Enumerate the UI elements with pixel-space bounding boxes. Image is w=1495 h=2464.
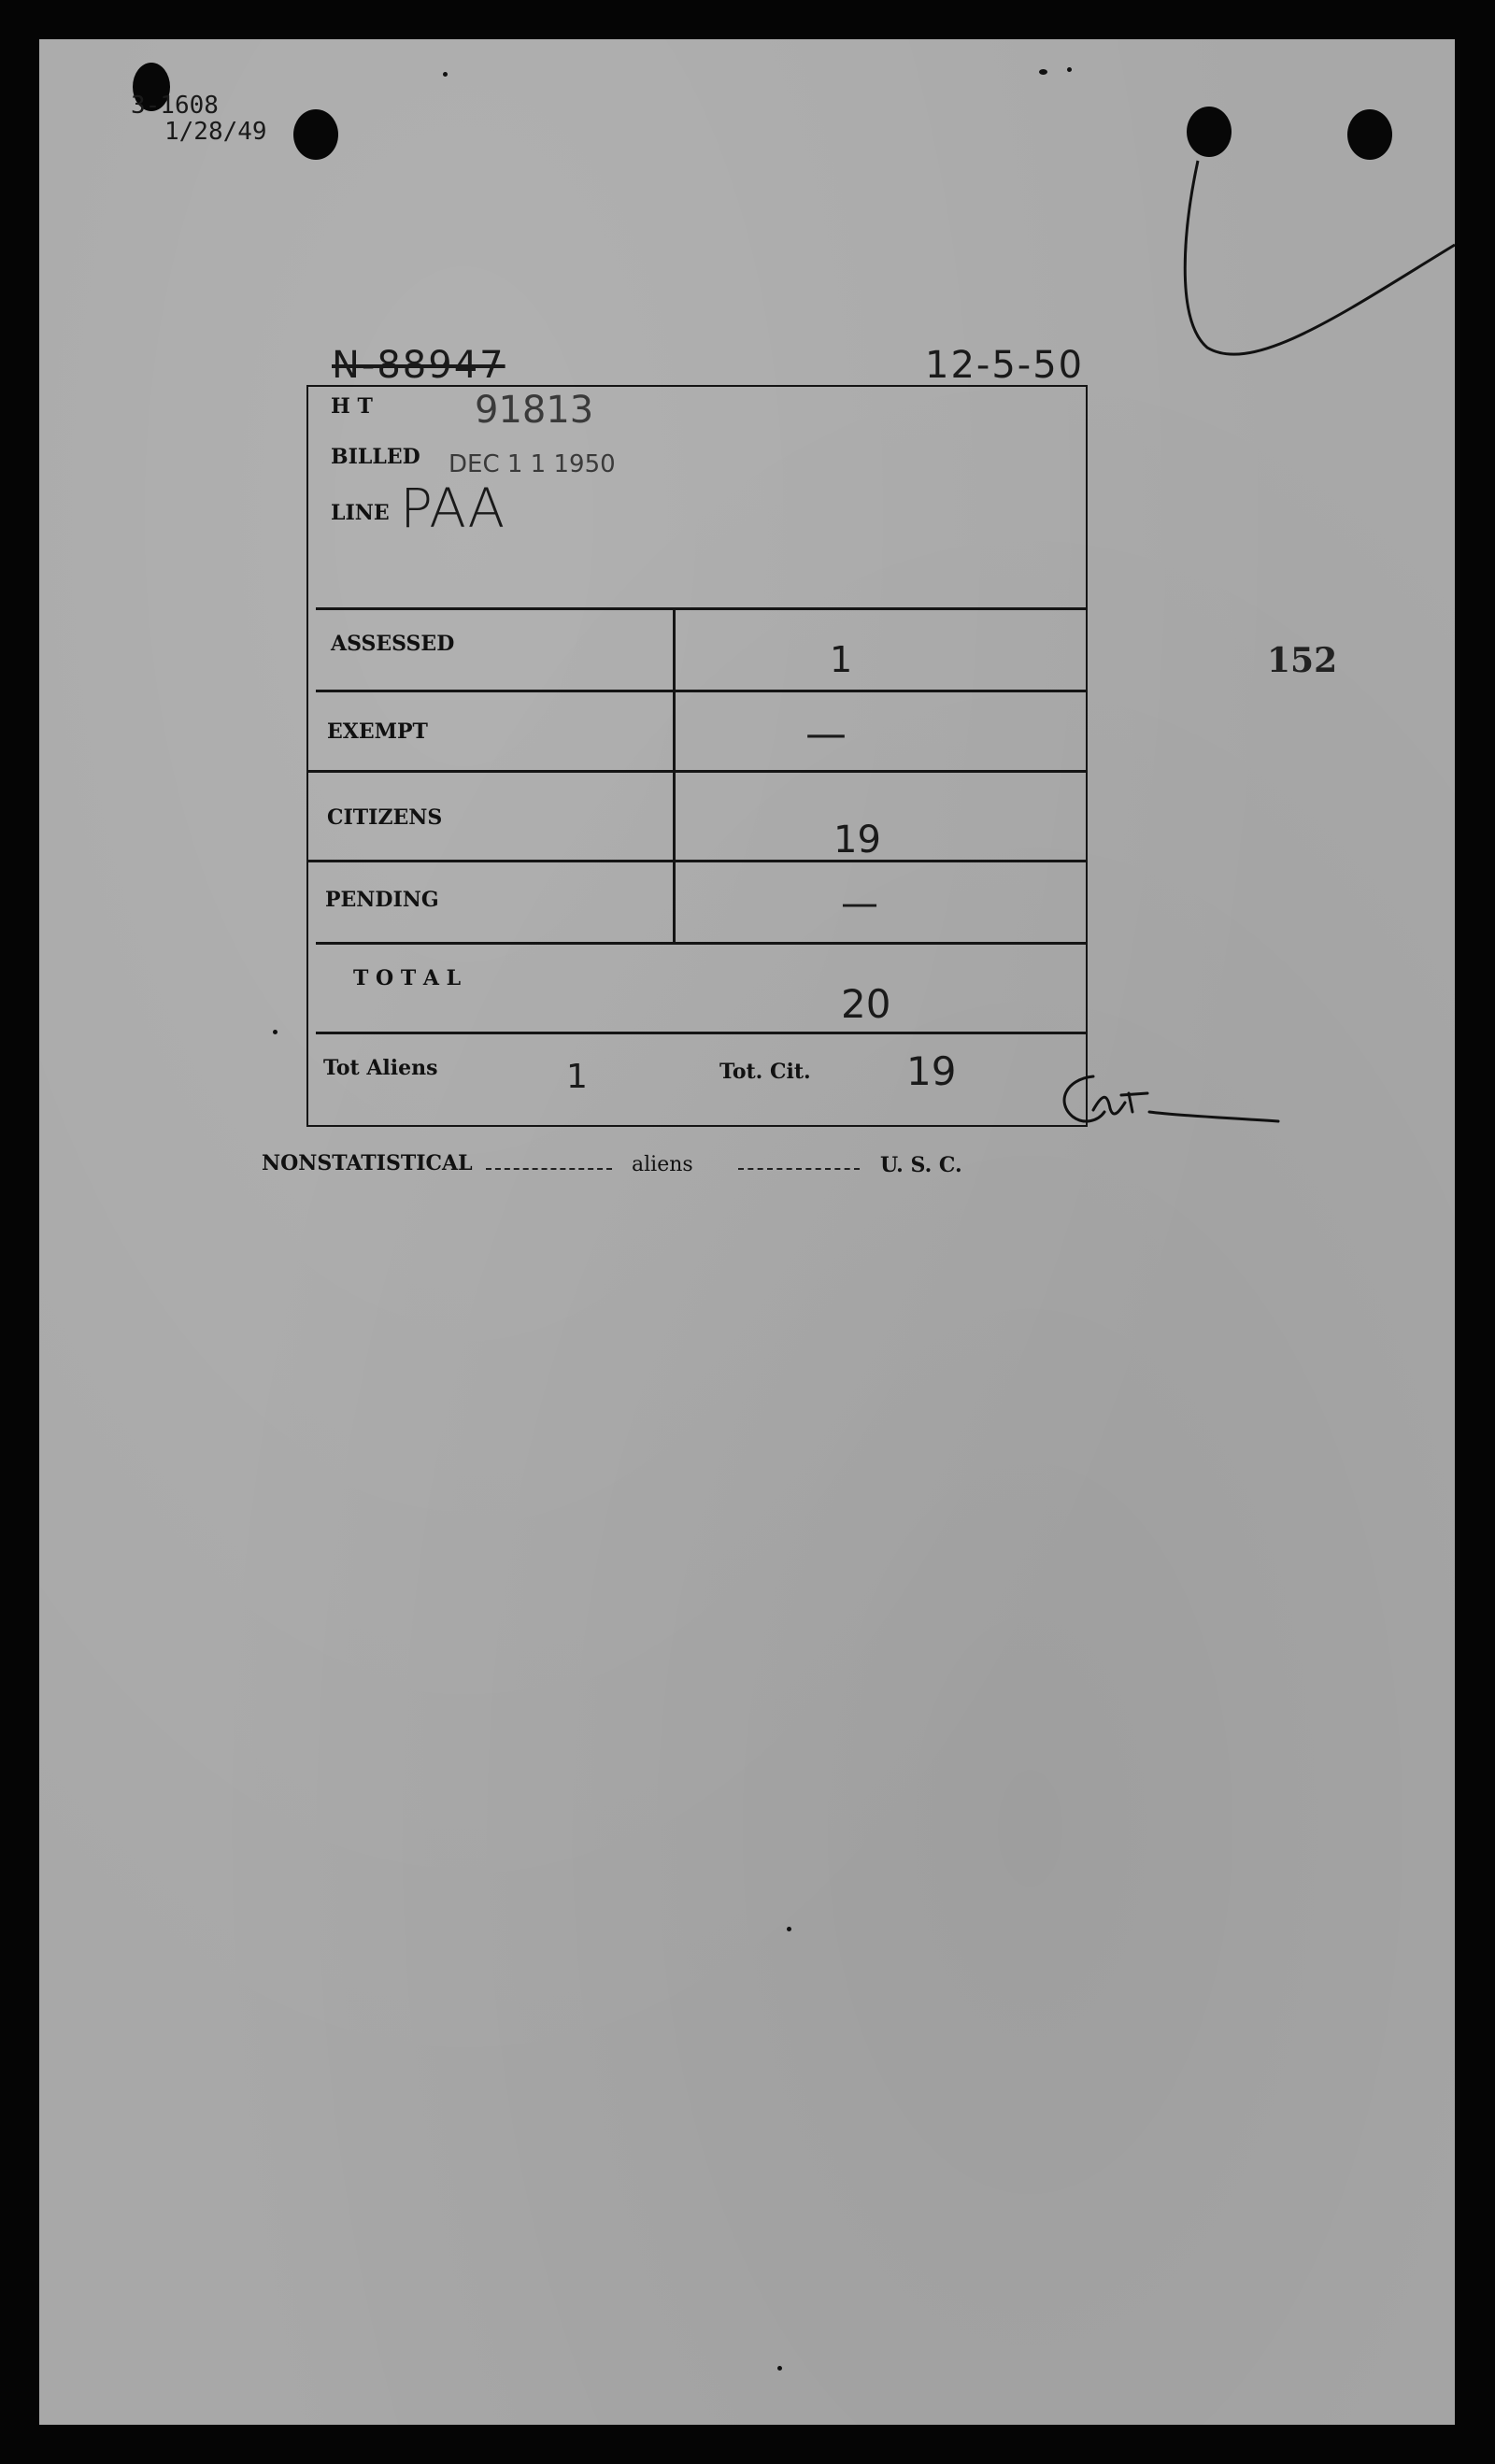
divider [316,690,1088,692]
handwritten-number: N-88947 [332,344,505,387]
speck [777,2366,782,2371]
tot-aliens-value: 1 [566,1058,588,1096]
divider [308,860,1088,862]
ht-value: 91813 [475,389,594,432]
billed-label: BILLED [331,445,420,469]
total-value: 20 [841,981,891,1027]
aliens-blank [738,1168,860,1170]
tot-cit-value: 19 [906,1048,957,1094]
pending-value: — [841,882,878,925]
initials-signature [1056,1065,1280,1140]
line-label: LINE [331,501,390,525]
speck [1067,67,1072,72]
exempt-value: — [805,710,847,758]
pending-label: PENDING [325,888,439,912]
divider [316,607,1088,610]
punch-hole-left-2 [293,109,338,160]
tot-cit-label: Tot. Cit. [719,1060,811,1084]
total-label: T O T A L [353,966,462,990]
line-value: PAA [400,477,505,540]
speck [273,1030,278,1034]
aliens-label: aliens [632,1153,693,1176]
billed-date-stamp: DEC 1 1 1950 [448,450,616,478]
string-mark [1179,151,1459,394]
manifest-form [306,385,1088,1127]
speck [787,1927,791,1931]
divider [316,1032,1088,1034]
handwritten-date: 12-5-50 [925,344,1085,387]
tot-aliens-label: Tot Aliens [323,1056,438,1080]
speck [443,72,448,77]
speck [1039,69,1047,75]
divider [308,770,1088,773]
page-number: 152 [1267,641,1338,680]
form-number: 3-1608 [131,92,219,120]
divider [316,942,1088,945]
citizens-label: CITIZENS [327,805,443,830]
column-divider [673,607,676,944]
punch-hole-right-1 [1187,107,1232,157]
assessed-label: ASSESSED [331,632,455,656]
citizens-value: 19 [833,819,881,862]
usc-label: U. S. C. [880,1153,962,1177]
nonstatistical-label: NONSTATISTICAL [262,1151,473,1175]
form-date: 1/28/49 [164,118,267,146]
nonstatistical-blank [486,1168,612,1170]
ht-label: H T [331,394,373,419]
exempt-label: EXEMPT [327,719,428,744]
assessed-value: 1 [830,639,853,680]
